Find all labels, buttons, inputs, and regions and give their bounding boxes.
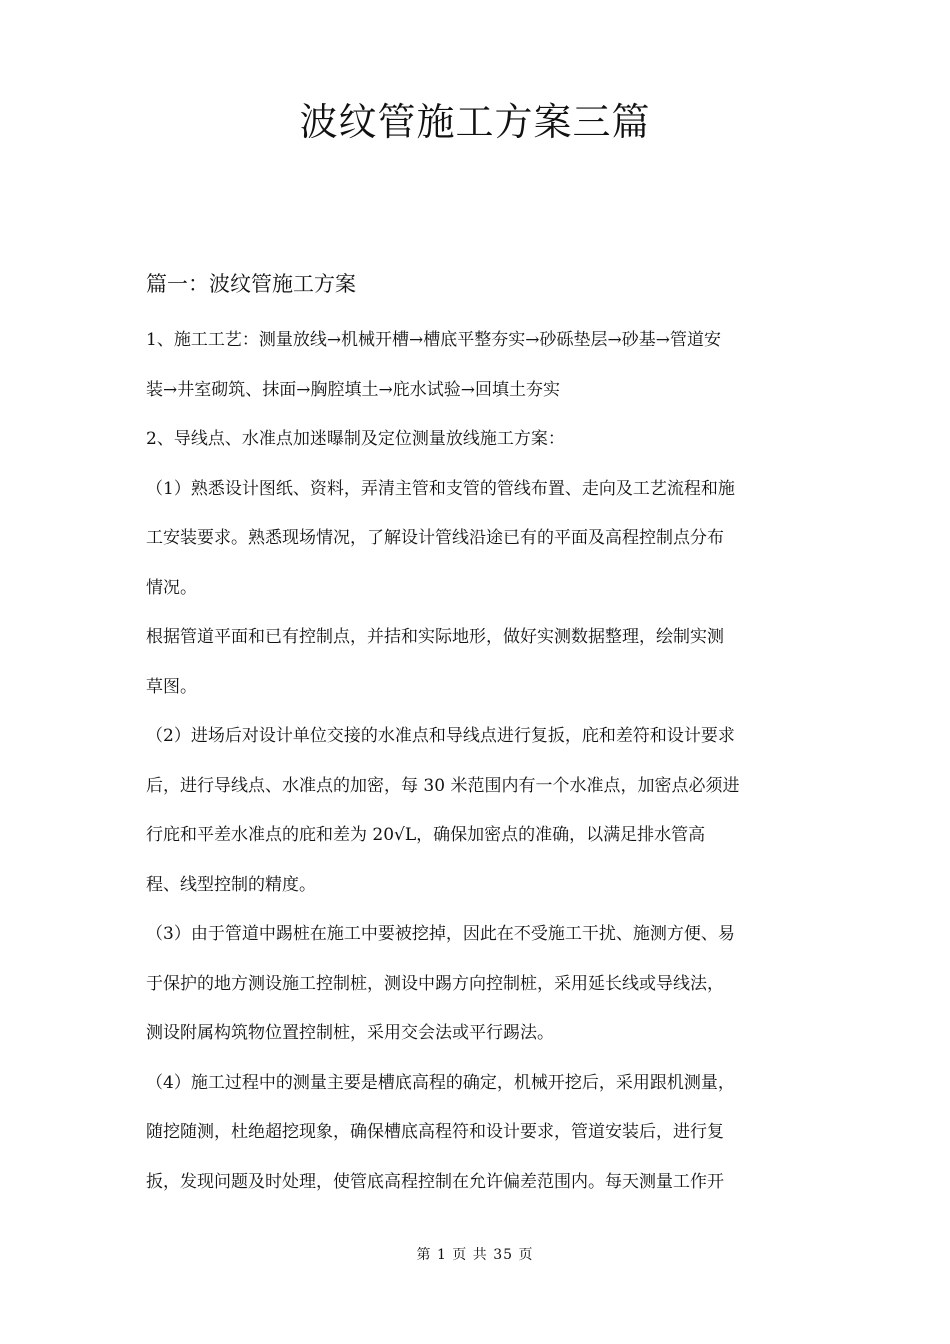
text-line: 随挖随测，杜绝超挖现象，确保槽底高程符和设计要求，管道安装后，进行复 (146, 1122, 724, 1142)
text-line: （1）熟悉设计图纸、资料，弄清主管和支管的管线布置、走向及工艺流程和施 (146, 478, 735, 499)
page-footer: 第 1 页 共 35 页 (416, 1247, 534, 1263)
text-line: 根据管道平面和已有控制点，并拮和实际地形，做好实测数据整理，绘制实测 (146, 627, 724, 647)
text-line: （3）由于管道中踢桩在施工中要被挖掉，因此在不受施工干扰、施测方便、易 (146, 924, 735, 944)
text-line: 扳，发现问题及时处理，使管底高程控制在允许偏差范围内。每天测量工作开 (146, 1171, 724, 1192)
section-heading: 篇一：波纹管施工方案 (146, 272, 356, 296)
text-line: 2、导线点、水准点加迷曝制及定位测量放线施工方案： (146, 429, 565, 449)
text-line: 工安装要求。熟悉现场情况，了解设计管线沿途已有的平面及高程控制点分布 (146, 528, 724, 548)
text-line: （4）施工过程中的测量主要是槽底高程的确定，机械开挖后，采用跟机测量， (146, 1072, 735, 1093)
document-title: 波纹管施工方案三篇 (299, 100, 651, 144)
text-line: 于保护的地方测设施工控制桩，测设中踢方向控制桩，采用延长线或导线法， (146, 973, 724, 994)
text-line: 情况。 (146, 577, 197, 598)
text-line: 行庇和平差水准点的庇和差为 20√L，确保加密点的准确，以满足排水管高 (146, 825, 706, 845)
text-line: （2）进场后对设计单位交接的水准点和导线点进行复扳，庇和差符和设计要求 (146, 726, 735, 746)
text-line: 草图。 (146, 676, 197, 697)
text-line: 装→井室砌筑、抹面→胸腔填土→庇水试验→回填土夯实 (146, 379, 560, 400)
body-text (146, 322, 810, 1213)
text-line: 1、施工工艺：测量放线→机械开槽→槽底平整夯实→砂砾垫层→砂基→管道安 (146, 330, 722, 350)
text-line: 后，进行导线点、水准点的加密，每 30 米范围内有一个水准点，加密点必须进 (146, 775, 740, 796)
text-line: 程、线型控制的精度。 (146, 874, 316, 895)
text-line: 测设附属构筑物位置控制桩，采用交会法或平行踢法。 (146, 1023, 554, 1043)
